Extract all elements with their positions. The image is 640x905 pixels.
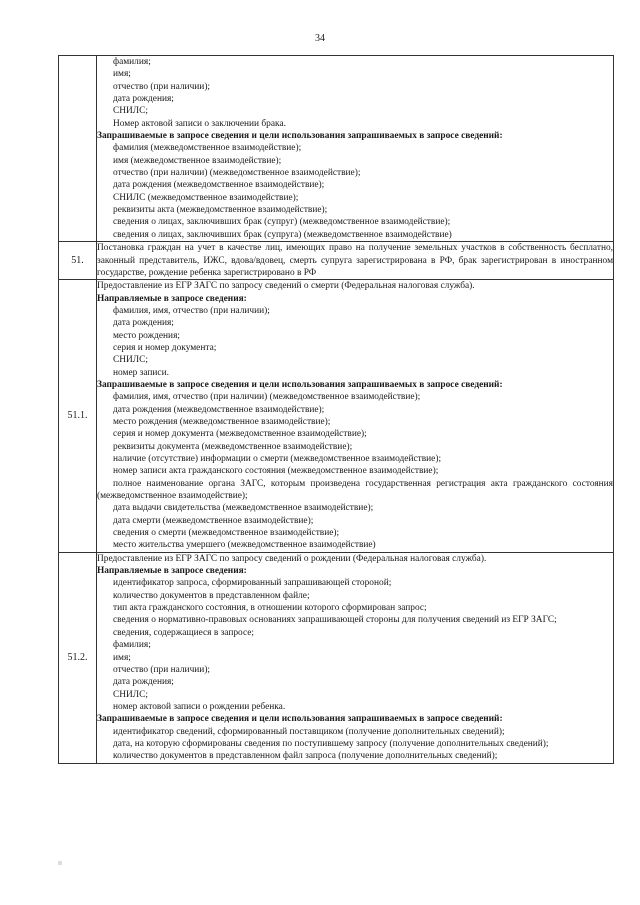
row-content bbox=[97, 242, 614, 280]
list-item: отчество (при наличии); bbox=[113, 664, 211, 675]
list-item: СНИЛС; bbox=[113, 355, 149, 366]
list-item: отчество (при наличии) (межведомственное взаимодействие); bbox=[113, 168, 361, 179]
section-heading: Запрашиваемые в запросе сведения и цели использования запрашиваемых в запросе сведений: bbox=[97, 714, 503, 725]
text-line: Предоставление из ЕГР ЗАГС по запросу сведений о смерти (Федеральная налоговая служба). bbox=[97, 281, 475, 292]
section-heading: Направляемые в запросе сведения: bbox=[97, 293, 247, 304]
table-body bbox=[59, 56, 614, 764]
table-row bbox=[59, 242, 614, 280]
row-content bbox=[97, 56, 614, 242]
list-item: сведения о нормативно-правовых основаниях запрашивающей стороны для получения сведений из ЕГР ЗАГС; bbox=[113, 615, 557, 626]
row-number: 51. bbox=[59, 242, 97, 280]
list-item: сведения, содержащиеся в запросе; bbox=[113, 627, 254, 638]
list-item: дата смерти (межведомственное взаимодействие); bbox=[113, 515, 314, 526]
row-content bbox=[97, 280, 614, 553]
list-item: полное наименование органа ЗАГС, которым произведена государственная регистрация акта гражданского состояния (межведомственное взаимодействие); bbox=[97, 478, 613, 502]
list-item: сведения о смерти (межведомственное взаимодействие); bbox=[113, 528, 340, 539]
row-number: 51.2. bbox=[59, 552, 97, 763]
row-number: 51.1. bbox=[59, 280, 97, 553]
section-heading: Запрашиваемые в запросе сведения и цели использования запрашиваемых в запросе сведений: bbox=[97, 131, 503, 142]
list-item: СНИЛС; bbox=[113, 106, 149, 117]
list-item: дата выдачи свидетельства (межведомственное взаимодействие); bbox=[113, 503, 374, 514]
scan-mark bbox=[58, 861, 62, 865]
list-item: серия и номер документа (межведомственное взаимодействие); bbox=[113, 429, 367, 440]
list-item: СНИЛС (межведомственное взаимодействие); bbox=[113, 192, 299, 203]
list-item: фамилия; bbox=[113, 57, 151, 67]
list-item: фамилия, имя, отчество (при наличии) (межведомственное взаимодействие); bbox=[113, 392, 421, 403]
text-line: Предоставление из ЕГР ЗАГС по запросу сведений о рождении (Федеральная налоговая служба). bbox=[97, 553, 487, 564]
list-item: серия и номер документа; bbox=[113, 342, 217, 353]
list-item: отчество (при наличии); bbox=[113, 81, 211, 92]
table-row bbox=[59, 552, 614, 763]
list-item: дата рождения; bbox=[113, 318, 174, 329]
table-row bbox=[59, 280, 614, 553]
row-number bbox=[59, 56, 97, 242]
list-item: фамилия (межведомственное взаимодействие); bbox=[113, 143, 302, 154]
list-item: количество документов в представленном файле; bbox=[113, 590, 310, 601]
document-table bbox=[58, 55, 614, 764]
page-number: 34 bbox=[315, 33, 325, 44]
list-item: фамилия, имя, отчество (при наличии); bbox=[113, 305, 270, 316]
list-item: реквизиты документа (межведомственное взаимодействие); bbox=[113, 441, 353, 452]
list-item: СНИЛС; bbox=[113, 689, 149, 700]
list-item: количество документов в представленном файл запроса (получение дополнительных сведений); bbox=[113, 751, 498, 762]
list-item: дата рождения (межведомственное взаимодействие); bbox=[113, 180, 325, 191]
list-item: имя (межведомственное взаимодействие); bbox=[113, 155, 282, 166]
paragraph: Постановка граждан на учет в качестве лиц, имеющих право на получение земельных участков в собственность бесплатно, законный представитель, ИЖС, вдова/вдовец, смерть супруга зарегистрирована в РФ, брак зарегистрирован в иностранном государстве, рождение ребенка зарегистрировано в РФ bbox=[97, 243, 613, 278]
list-item: реквизиты акта (межведомственное взаимодействие); bbox=[113, 205, 328, 216]
list-item: дата рождения; bbox=[113, 677, 174, 688]
list-item: фамилия; bbox=[113, 640, 151, 651]
list-item: тип акта гражданского состояния, в отношении которого сформирован запрос; bbox=[113, 603, 427, 614]
list-item: дата, на которую сформированы сведения по поступившему запросу (получение дополнительных сведений); bbox=[113, 738, 549, 749]
list-item: место рождения; bbox=[113, 330, 180, 341]
list-item: идентификатор сведений, сформированный поставщиком (получение дополнительных сведений); bbox=[113, 726, 505, 737]
list-item: номер записи акта гражданского состояния (межведомственное взаимодействие); bbox=[113, 466, 439, 477]
list-item: номер записи. bbox=[113, 367, 169, 378]
list-item: имя; bbox=[113, 652, 131, 663]
list-item: дата рождения (межведомственное взаимодействие); bbox=[113, 404, 325, 415]
list-item: имя; bbox=[113, 69, 131, 80]
list-item: дата рождения; bbox=[113, 94, 174, 105]
list-item: сведения о лицах, заключивших брак (супруг) (межведомственное взаимодействие); bbox=[113, 217, 451, 228]
section-heading: Направляемые в запросе сведения: bbox=[97, 566, 247, 577]
table-row bbox=[59, 56, 614, 242]
list-item: место жительства умершего (межведомственное взаимодействие) bbox=[113, 540, 376, 551]
list-item: наличие (отсутствие) информации о смерти (межведомственное взаимодействие); bbox=[113, 454, 442, 464]
list-item: место рождения (межведомственное взаимодействие); bbox=[113, 416, 331, 427]
list-item: Номер актовой записи о заключении брака. bbox=[113, 118, 286, 129]
section-heading: Запрашиваемые в запросе сведения и цели использования запрашиваемых в запросе сведений: bbox=[97, 379, 503, 390]
list-item: номер актовой записи о рождении ребенка. bbox=[113, 701, 286, 712]
row-content bbox=[97, 552, 614, 763]
list-item: идентификатор запроса, сформированный запрашивающей стороной; bbox=[113, 578, 392, 589]
list-item: сведения о лицах, заключивших брак (супруга) (межведомственное взаимодействие) bbox=[113, 229, 452, 240]
